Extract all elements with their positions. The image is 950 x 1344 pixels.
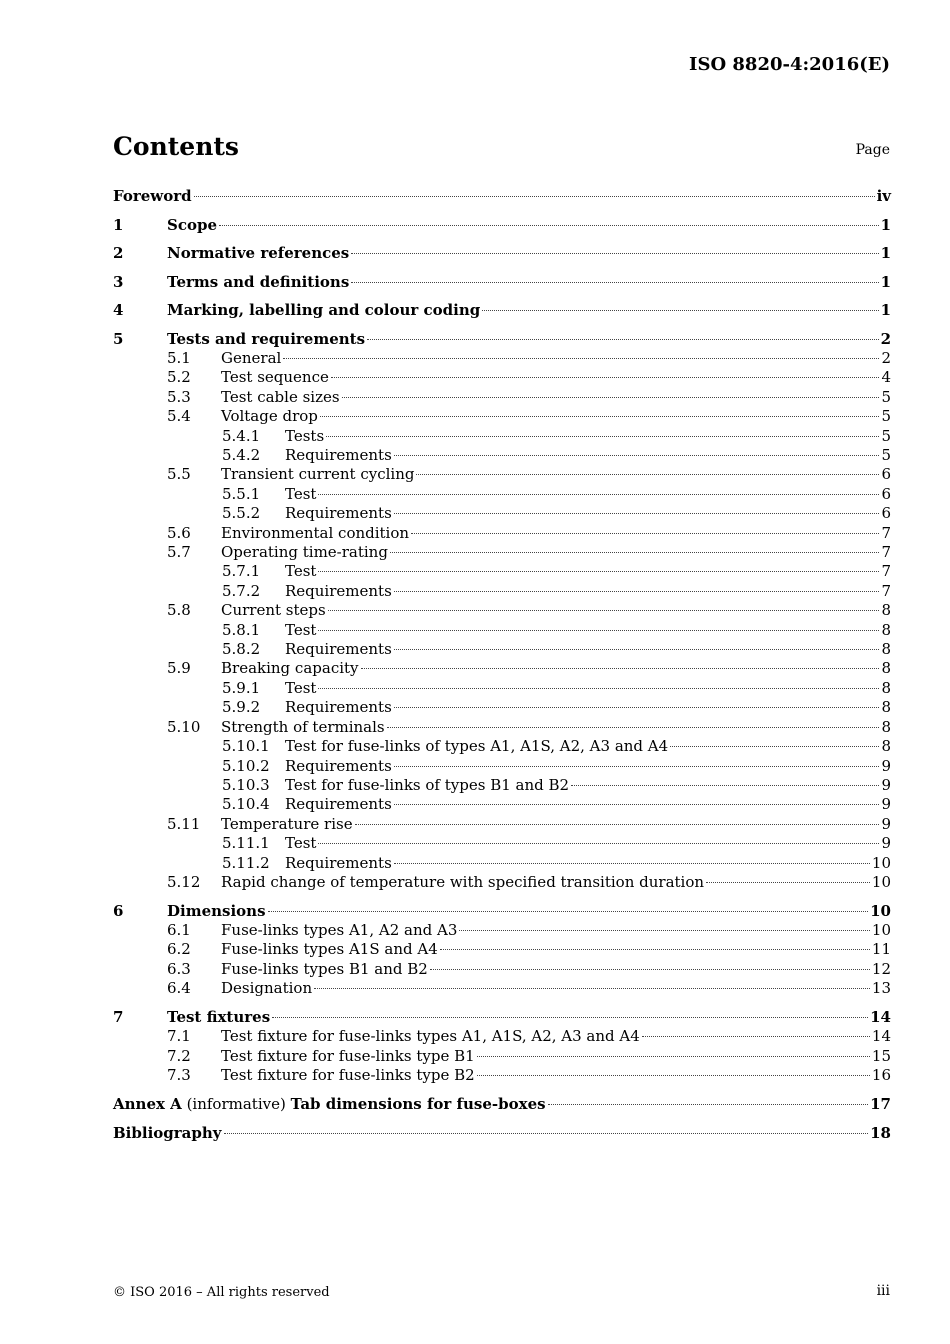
- toc-entry[interactable]: [113, 1047, 891, 1066]
- toc-entry-number: 5.4: [167, 407, 191, 426]
- toc-entry-title: Requirements: [285, 581, 392, 600]
- dot-leader: [706, 881, 870, 883]
- toc-entry[interactable]: [113, 737, 891, 756]
- toc-entry-title: Test sequence: [221, 368, 329, 387]
- toc-entry-page: 7: [881, 543, 891, 562]
- dot-leader: [670, 745, 879, 747]
- toc-entry-number: 5.7.1: [222, 562, 261, 581]
- dot-leader: [430, 968, 870, 970]
- dot-leader: [219, 224, 879, 226]
- toc-entry-page: 10: [870, 901, 891, 920]
- toc-entry-title: [113, 1095, 546, 1114]
- toc-entry-page: 5: [881, 407, 891, 426]
- toc-entry-page: 8: [881, 620, 891, 639]
- toc-entry-title: Requirements: [285, 640, 392, 659]
- toc-entry-title: Test for fuse-links of types B1 and B2: [285, 775, 570, 794]
- toc-entry[interactable]: [113, 640, 891, 659]
- toc-entry[interactable]: [113, 504, 891, 523]
- toc-entry-page: 8: [881, 678, 891, 697]
- dot-leader: [272, 1016, 868, 1018]
- dot-leader: [548, 1103, 869, 1105]
- toc-entry[interactable]: [113, 187, 891, 206]
- contents-title: Contents: [113, 132, 240, 161]
- toc-entry-number: 1: [113, 215, 124, 234]
- toc-entry-number: 5.10.3: [222, 775, 270, 794]
- toc-entry-number: 6: [113, 901, 124, 920]
- toc-entry[interactable]: [113, 815, 891, 834]
- toc-entry-number: 5: [113, 329, 124, 348]
- toc-entry[interactable]: [113, 301, 891, 320]
- dot-leader: [459, 929, 870, 931]
- toc-entry-title: Test: [285, 562, 317, 581]
- toc-entry-number: 5.1: [167, 348, 191, 367]
- toc-entry[interactable]: [113, 349, 891, 368]
- copyright-notice: © ISO 2016 – All rights reserved: [113, 1285, 330, 1300]
- toc-entry-page: 5: [881, 426, 891, 445]
- toc-entry-number: 5.8.2: [222, 640, 261, 659]
- toc-entry-title: Fuse-links types A1S and A4: [221, 940, 438, 959]
- toc-entry[interactable]: [113, 388, 891, 407]
- dot-leader: [320, 415, 880, 417]
- toc-entry[interactable]: [113, 718, 891, 737]
- toc-entry[interactable]: [113, 1124, 891, 1143]
- dot-leader: [642, 1035, 870, 1037]
- toc-entry-title: Operating time-rating: [221, 543, 388, 562]
- toc-entry-page: 5: [881, 446, 891, 464]
- toc-entry-title: Normative references: [167, 244, 350, 263]
- toc-entry-page: 7: [881, 523, 891, 542]
- toc-entry[interactable]: [113, 216, 891, 235]
- toc-entry-number: 5.2: [167, 368, 191, 387]
- dot-leader: [318, 493, 879, 495]
- toc-entry-title: Rapid change of temperature with specified transition duration: [221, 872, 705, 891]
- toc-entry[interactable]: [113, 940, 891, 959]
- toc-entry-page: 9: [881, 795, 891, 814]
- toc-entry-page: 18: [870, 1123, 891, 1142]
- toc-entry-title: Scope: [167, 215, 218, 234]
- toc-entry-title: Terms and definitions: [167, 272, 350, 291]
- toc-entry-page: 7: [881, 581, 891, 600]
- toc-entry[interactable]: [113, 524, 891, 543]
- toc-entry[interactable]: [113, 1027, 891, 1046]
- toc-entry-number: 4: [113, 301, 124, 320]
- dot-leader: [394, 862, 870, 864]
- dot-leader: [351, 252, 878, 254]
- dot-leader: [318, 570, 879, 572]
- dot-leader: [194, 195, 875, 197]
- toc-entry-page: 13: [871, 979, 891, 998]
- toc-entry-title: Breaking capacity: [221, 659, 359, 678]
- dot-leader: [390, 551, 880, 553]
- toc-entry-page: 8: [881, 737, 891, 756]
- toc-entry-page: 8: [881, 659, 891, 678]
- toc-entry-title: Requirements: [285, 504, 392, 523]
- toc-entry-title: Test: [285, 678, 317, 697]
- dot-leader: [394, 590, 880, 592]
- dot-leader: [394, 765, 880, 767]
- toc-entry-number: 5.5.2: [222, 504, 261, 523]
- toc-entry[interactable]: [113, 979, 891, 998]
- toc-entry-page: 12: [871, 959, 891, 978]
- dot-leader: [571, 784, 879, 786]
- dot-leader: [318, 842, 879, 844]
- toc-entry-title: Foreword: [113, 187, 192, 205]
- dot-leader: [394, 512, 880, 514]
- toc-entry-title: Requirements: [285, 795, 392, 814]
- toc-entry-page: 10: [871, 853, 891, 872]
- toc-entry-title: Test: [285, 484, 317, 503]
- dot-leader: [387, 726, 880, 728]
- toc-entry-page: 8: [881, 717, 891, 736]
- dot-leader: [268, 910, 869, 912]
- toc-entry-page: 9: [881, 834, 891, 853]
- toc-entry-number: 5.3: [167, 387, 191, 406]
- toc-entry-title: Current steps: [221, 601, 326, 620]
- toc-entry-page: 17: [870, 1094, 891, 1113]
- dot-leader: [361, 667, 880, 669]
- dot-leader: [331, 376, 880, 378]
- dot-leader: [342, 396, 880, 398]
- toc-entry-number: 5.7: [167, 543, 191, 562]
- toc-entry[interactable]: [113, 776, 891, 795]
- toc-entry-number: 7.3: [167, 1065, 191, 1084]
- toc-entry-number: 5.8: [167, 601, 191, 620]
- toc-entry-page: 1: [880, 215, 891, 234]
- dot-leader: [411, 532, 879, 534]
- toc-entry-page: 15: [871, 1046, 891, 1065]
- toc-entry-title: Environmental condition: [221, 523, 410, 542]
- toc-entry-page: 6: [881, 465, 891, 484]
- annex-title: Tab dimensions for fuse-boxes: [290, 1094, 546, 1113]
- toc-entry-page: 14: [870, 1008, 891, 1027]
- dot-leader: [326, 435, 879, 437]
- page-number: iii: [876, 1283, 890, 1299]
- toc-entry-page: 11: [871, 940, 891, 959]
- toc-entry-page: 9: [881, 775, 891, 794]
- toc-entry-title: Fuse-links types B1 and B2: [221, 959, 428, 978]
- toc-entry-number: 5.6: [167, 523, 191, 542]
- toc-entry-page: iv: [876, 187, 891, 205]
- annex-label: Annex A: [113, 1094, 182, 1113]
- dot-leader: [351, 281, 878, 283]
- toc-entry[interactable]: [113, 921, 891, 940]
- dot-leader: [355, 823, 880, 825]
- toc-entry-page: 1: [880, 301, 891, 320]
- toc-entry[interactable]: [113, 601, 891, 620]
- toc-entry-page: 10: [871, 872, 891, 891]
- toc-entry-number: 6.4: [167, 979, 191, 998]
- toc-entry[interactable]: [113, 330, 891, 349]
- toc-entry[interactable]: [113, 407, 891, 426]
- dot-leader: [318, 629, 879, 631]
- toc-entry-page: 1: [880, 244, 891, 263]
- toc-entry-number: 6.2: [167, 940, 191, 959]
- toc-entry-number: 5.11.2: [222, 853, 270, 872]
- toc-entry-title: Bibliography: [113, 1123, 222, 1142]
- toc-entry-number: 5.9.1: [222, 678, 261, 697]
- toc-entry-page: 16: [871, 1065, 891, 1084]
- toc-entry-number: 5.5.1: [222, 484, 261, 503]
- toc-entry-title: Designation: [221, 979, 313, 998]
- toc-entry-title: Test fixture for fuse-links types A1, A1S, A2, A3 and A4: [221, 1027, 640, 1046]
- dot-leader: [328, 609, 880, 611]
- dot-leader: [482, 309, 878, 311]
- toc-entry-number: 5.4.2: [222, 446, 261, 464]
- toc-entry-number: 5.9: [167, 659, 191, 678]
- toc-entry-number: 7.2: [167, 1046, 191, 1065]
- toc-entry[interactable]: [113, 465, 891, 484]
- toc-entry-title: Test fixture for fuse-links type B2: [221, 1065, 475, 1084]
- toc-entry[interactable]: [113, 698, 891, 717]
- toc-entry-number: 5.4.1: [222, 426, 261, 445]
- toc-entry-page: 6: [881, 484, 891, 503]
- toc-entry[interactable]: [113, 1066, 891, 1085]
- document-id: ISO 8820-4:2016(E): [689, 54, 890, 75]
- toc-entry-title: Tests and requirements: [167, 329, 366, 348]
- toc-entry-number: 5.5: [167, 465, 191, 484]
- toc-entry[interactable]: [113, 273, 891, 292]
- toc-entry-number: 6.1: [167, 920, 191, 939]
- toc-entry-number: 7: [113, 1008, 124, 1027]
- toc-entry[interactable]: [113, 446, 891, 465]
- toc-entry-number: 3: [113, 272, 124, 291]
- toc-entry-page: 2: [881, 348, 891, 367]
- toc-entry-title: Test: [285, 834, 317, 853]
- toc-entry-title: Marking, labelling and colour coding: [167, 301, 481, 320]
- toc-entry-number: 5.7.2: [222, 581, 261, 600]
- toc-entry[interactable]: [113, 795, 891, 814]
- toc-entry-number: 5.10.1: [222, 737, 270, 756]
- table-of-contents: [113, 184, 891, 1143]
- toc-entry-number: 5.10: [167, 717, 201, 736]
- toc-entry[interactable]: [113, 834, 891, 853]
- toc-entry-title: Test fixture for fuse-links type B1: [221, 1046, 475, 1065]
- toc-entry[interactable]: [113, 562, 891, 581]
- toc-entry-page: 10: [871, 920, 891, 939]
- toc-entry-page: 2: [880, 329, 891, 348]
- toc-entry[interactable]: [113, 427, 891, 446]
- toc-entry[interactable]: [113, 679, 891, 698]
- toc-entry-number: 5.8.1: [222, 620, 261, 639]
- dot-leader: [440, 948, 870, 950]
- toc-entry-page: 8: [881, 640, 891, 659]
- page-column-label: Page: [855, 142, 890, 158]
- toc-entry[interactable]: [113, 543, 891, 562]
- toc-entry-page: 14: [871, 1027, 891, 1046]
- toc-entry-title: Requirements: [285, 756, 392, 775]
- dot-leader: [314, 987, 870, 989]
- dot-leader: [283, 357, 879, 359]
- toc-entry[interactable]: [113, 854, 891, 873]
- toc-entry-title: Test fixtures: [167, 1008, 271, 1027]
- dot-leader: [367, 338, 879, 340]
- toc-entry[interactable]: [113, 960, 891, 979]
- toc-entry-title: Test: [285, 620, 317, 639]
- toc-entry-page: 8: [881, 698, 891, 717]
- toc-entry-number: 5.10.2: [222, 756, 270, 775]
- toc-entry[interactable]: [113, 368, 891, 387]
- dot-leader: [394, 454, 880, 456]
- dot-leader: [224, 1132, 869, 1134]
- toc-entry[interactable]: [113, 902, 891, 921]
- toc-entry-title: Temperature rise: [221, 814, 353, 833]
- dot-leader: [394, 648, 880, 650]
- dot-leader: [318, 687, 879, 689]
- toc-entry-number: 7.1: [167, 1027, 191, 1046]
- dot-leader: [394, 803, 880, 805]
- toc-entry-title: Test for fuse-links of types A1, A1S, A2, A3 and A4: [285, 737, 669, 756]
- dot-leader: [416, 473, 879, 475]
- toc-entry[interactable]: [113, 244, 891, 263]
- toc-entry-title: Requirements: [285, 698, 392, 717]
- toc-entry-number: 2: [113, 244, 124, 263]
- toc-entry-page: 9: [881, 756, 891, 775]
- toc-entry-title: Tests: [285, 426, 325, 445]
- toc-entry-number: 5.11: [167, 814, 201, 833]
- toc-entry-page: 8: [881, 601, 891, 620]
- dot-leader: [477, 1074, 870, 1076]
- toc-entry-title: Requirements: [285, 446, 392, 464]
- dot-leader: [477, 1055, 870, 1057]
- dot-leader: [394, 706, 880, 708]
- toc-entry-page: 5: [881, 387, 891, 406]
- toc-entry[interactable]: [113, 659, 891, 678]
- toc-entry-title: Test cable sizes: [221, 387, 340, 406]
- toc-entry[interactable]: [113, 621, 891, 640]
- toc-entry-number: 5.9.2: [222, 698, 261, 717]
- toc-entry-title: Fuse-links types A1, A2 and A3: [221, 920, 458, 939]
- toc-entry[interactable]: [113, 485, 891, 504]
- toc-entry[interactable]: [113, 1008, 891, 1027]
- toc-entry-title: Requirements: [285, 853, 392, 872]
- toc-entry[interactable]: [113, 1095, 891, 1114]
- toc-entry-page: 7: [881, 562, 891, 581]
- toc-entry-number: 5.12: [167, 872, 201, 891]
- toc-entry-page: 9: [881, 814, 891, 833]
- toc-entry-page: 1: [880, 272, 891, 291]
- toc-entry-number: 5.10.4: [222, 795, 270, 814]
- toc-entry-number: 5.11.1: [222, 834, 270, 853]
- toc-entry-title: Dimensions: [167, 901, 266, 920]
- toc-entry-title: Voltage drop: [221, 407, 318, 426]
- toc-entry[interactable]: [113, 873, 891, 892]
- toc-entry[interactable]: [113, 582, 891, 601]
- toc-entry-title: Strength of terminals: [221, 717, 385, 736]
- toc-entry-title: General: [221, 348, 282, 367]
- toc-entry-number: 6.3: [167, 959, 191, 978]
- toc-entry[interactable]: [113, 757, 891, 776]
- toc-entry-title: Transient current cycling: [221, 465, 415, 484]
- toc-entry-page: 4: [881, 368, 891, 387]
- annex-type: (informative): [181, 1094, 291, 1113]
- toc-entry-page: 6: [881, 504, 891, 523]
